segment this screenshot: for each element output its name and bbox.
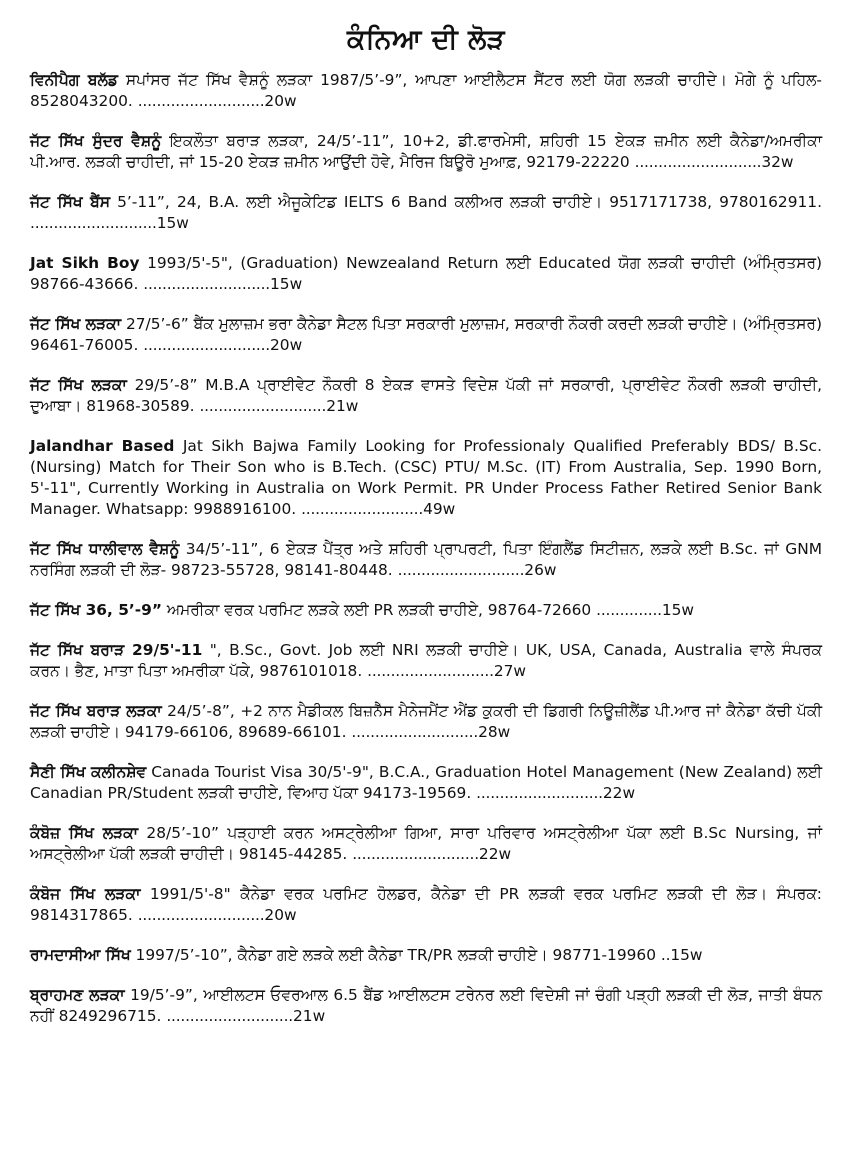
classified-ad (30, 701, 822, 743)
dot-leader: .. (660, 946, 671, 964)
ad-code (138, 92, 297, 110)
ad-body: 24/5’-8”, +2 ਨਾਨ ਮੈਡੀਕਲ ਬਿਜ਼ਨੈੱਸ ਮੈਨੇਜਮੈਂਟ ਐਂਡ ਕੁਕਰੀ ਦੀ ਡਿਗਰੀ ਨਿਊਜ਼ੀਲੈਂਡ ਪੀ.ਆਰ ਜਾਂ ਕੈਨੇਡਾ ਕੱਚੀ ਪੱਕੀ ਲੜਕੀ ਚਾਹੀਏ। 94179-66106, 89689-66101. (30, 702, 822, 741)
ad-body: 19/5’-9”, ਆਈਲਟਸ ਓਵਰਆਲ 6.5 ਬੈਂਡ ਆਈਲਟਸ ਟਰੇਨਰ ਲਈ ਵਿਦੇਸ਼ੀ ਜਾਂ ਚੰਗੀ ਪੜ੍ਹੀ ਲੜਕੀ ਦੀ ਲੋੜ, ਜਾਤੀ ਬੰਧਨ ਨਹੀਂ 8249296715. (30, 986, 822, 1025)
classified-ad (30, 945, 822, 966)
classified-ad (30, 600, 822, 621)
dot-leader: ........................... (397, 561, 525, 579)
ad-code-value: 27w (493, 662, 526, 680)
dot-leader: ........................... (137, 92, 265, 110)
ad-code (138, 906, 297, 924)
ad-heading: ਕੰਬੋਜ ਸਿੱਖ ਲੜਕਾ (30, 885, 141, 903)
ad-heading: ਜੱਟ ਸਿੱਖ ਲੜਕਾ (30, 376, 127, 394)
ad-code (143, 275, 302, 293)
dot-leader: ........................... (476, 784, 603, 802)
ad-code-value: 22w (602, 784, 636, 802)
ad-code-value: 28w (478, 723, 511, 741)
ad-code (367, 662, 526, 680)
ad-body: 1993/5'-5", (Graduation) Newzealand Return ਲਈ Educated ਯੋਗ ਲੜਕੀ ਚਾਹੀਦੀ (ਅੰਮ੍ਰਿਤਸਰ) 98766-43666. (30, 254, 822, 293)
ad-code-value: 20w (264, 906, 297, 924)
ad-code-value: 15w (156, 214, 189, 232)
classified-ad (30, 253, 822, 295)
ad-heading: ਕੰਬੋਜ਼ ਸਿੱਖ ਲੜਕਾ (30, 824, 139, 842)
ad-code-value: 21w (326, 397, 359, 415)
ad-code-value: 20w (269, 336, 303, 354)
ad-code (596, 601, 694, 619)
dot-leader: ........................... (137, 906, 265, 924)
ad-body: 1991/5'-8" ਕੈਨੇਡਾ ਵਰਕ ਪਰਮਿਟ ਹੋਲਡਰ, ਕੈਨੇਡਾ ਦੀ PR ਲੜਕੀ ਵਰਕ ਪਰਮਿਟ ਲੜਕੀ ਦੀ ਲੋੜ। ਸੰਪਰਕ: 9814317865. (30, 885, 822, 924)
classified-ad (30, 192, 822, 234)
ad-heading: ਜੱਟ ਸਿੱਖ ਸੁੰਦਰ ਵੈਸ਼ਨੂੰ (30, 132, 162, 150)
ad-body: ", B.Sc., Govt. Job ਲਈ NRI ਲੜਕੀ ਚਾਹੀਏ। UK, USA, Canada, Australia ਵਾਲੇ ਸੰਪਰਕ ਕਰਨ। ਭੈਣ, ਮਾਤਾ ਪਿਤਾ ਅਮਰੀਕਾ ਪੱਕੇ, 9876101018. (30, 641, 822, 680)
ad-code-value: 15w (269, 275, 303, 293)
ad-heading: ਜੱਟ ਸਿੱਖ 36, 5’-9” (30, 601, 162, 619)
ad-heading: ਬ੍ਰਾਹਮਣ ਲੜਕਾ (30, 986, 125, 1004)
dot-leader: ........................... (30, 214, 157, 232)
ad-body: 1997/5’-10”, ਕੈਨੇਡਾ ਗਏ ਲੜਕੇ ਲਈ ਕੈਨੇਡਾ TR/PR ਲੜਕੀ ਚਾਹੀਏ। 98771-19960 (135, 946, 657, 964)
classified-ad (30, 70, 822, 112)
ad-body: ਸਪਾਂਸਰ ਜੱਟ ਸਿੱਖ ਵੈਸ਼ਨੂੰ ਲੜਕਾ 1987/5’-9”, ਆਪਣਾ ਆਈਲੈਟਸ ਸੈਂਟਰ ਲਈ ਯੋਗ ਲੜਕੀ ਚਾਹੀਦੇ। ਮੋਗੇ ਨੂੰ ਪਹਿਲ- 8528043200. (30, 71, 822, 110)
ad-body: 5’-11”, 24, B.A. ਲਈ ਐਜੂਕੇਟਿਡ IELTS 6 Band ਕਲੀਅਰ ਲੜਕੀ ਚਾਹੀਏ। 9517171738, 9780162911. (117, 193, 822, 211)
ad-heading: ਰਾਮਦਾਸੀਆ ਸਿੱਖ (30, 946, 131, 964)
dot-leader: ........................... (143, 336, 270, 354)
ad-heading: ਜੱਟ ਸਿੱਖ ਧਾਲੀਵਾਲ ਵੈਸ਼ਨੂੰ (30, 540, 180, 558)
ad-code-value: 15w (670, 946, 703, 964)
ad-code (143, 336, 302, 354)
ad-heading: ਜੱਟ ਸਿੱਖ ਲੜਕਾ (30, 315, 122, 333)
classified-ad (30, 375, 822, 417)
ad-body: 28/5’-10” ਪੜ੍ਹਾਈ ਕਰਨ ਅਸਟ੍ਰੇਲੀਆ ਗਿਆ, ਸਾਰਾ ਪਰਿਵਾਰ ਅਸਟ੍ਰੇਲੀਆ ਪੱਕਾ ਲਈ B.Sc Nursing, ਜਾਂ ਅਸਟ੍ਰੇਲੀਆ ਪੱਕੀ ਲੜਕੀ ਚਾਹੀਦੀ। 98145-44285. (30, 824, 822, 863)
ad-body: Canada Tourist Visa 30/5'-9", B.C.A., Graduation Hotel Management (New Zealand) ਲਈ Canadian PR/Student ਲੜਕੀ ਚਾਹੀਏ, ਵਿਆਹ ਪੱਕਾ 94173-19569. (30, 763, 822, 802)
page-title: ਕੰਨਿਆ ਦੀ ਲੋੜ (346, 24, 506, 55)
dot-leader: .......................... (301, 500, 424, 518)
ads-list (30, 70, 822, 1027)
ad-body: 29/5’-8” M.B.A ਪ੍ਰਾਈਵੇਟ ਨੌਕਰੀ 8 ਏਕੜ ਵਾਸਤੇ ਵਿਦੇਸ਼ ਪੱਕੀ ਜਾਂ ਸਰਕਾਰੀ, ਪ੍ਰਾਈਵੇਟ ਨੌਕਰੀ ਲੜਕੀ ਚਾਹੀਦੀ, ਦੁਆਬਾ। 81968-30589. (30, 376, 822, 415)
dot-leader: .............. (596, 601, 662, 619)
ad-code-value: 32w (761, 153, 794, 171)
classified-ad (30, 436, 822, 520)
classified-ad (30, 131, 822, 173)
ad-code (635, 153, 794, 171)
dot-leader: ........................... (199, 397, 327, 415)
classified-ad (30, 823, 822, 865)
ad-code (301, 500, 455, 518)
ad-body: 34/5’-11”, 6 ਏਕੜ ਪੈਂਤ੍ਰ ਅਤੇ ਸ਼ਹਿਰੀ ਪ੍ਰਾਪਰਟੀ, ਪਿਤਾ ਇੰਗਲੈਂਡ ਸਿਟੀਜ਼ਨ, ਲੜਕੇ ਲਈ B.Sc. ਜਾਂ GNM ਨਰਸਿੰਗ ਲੜਕੀ ਦੀ ਲੋੜ- 98723-55728, 98141-80448. (30, 540, 822, 579)
dot-leader: ........................... (351, 723, 479, 741)
ad-code (352, 845, 511, 863)
ad-heading: Jat Sikh Boy (30, 254, 140, 272)
classified-ad (30, 640, 822, 682)
ad-body: 27/5’-6” ਬੈਂਕ ਮੁਲਾਜ਼ਮ ਭਰਾ ਕੈਨੇਡਾ ਸੈਟਲ ਪਿਤਾ ਸਰਕਾਰੀ ਮੁਲਾਜ਼ਮ, ਸਰਕਾਰੀ ਨੌਕਰੀ ਕਰਦੀ ਲੜਕੀ ਚਾਹੀਏ। (ਅੰਮ੍ਰਿਤਸਰ) 96461-76005. (30, 315, 822, 354)
ad-heading: ਜੱਟ ਸਿੱਖ ਬਰਾੜ ਲੜਕਾ (30, 702, 162, 720)
ad-body: Jat Sikh Bajwa Family Looking for Professionaly Qualified Preferably BDS/ B.Sc. (Nursing) Match for Their Son who is B.Tech. (CSC) PTU/ M.Sc. (IT) From Australia, Sep. 1990 Born, 5'-11", Currently Working in Australia on Work Permit. PR Under Process Father Retired Senior Bank Manager. Whatsapp: 9988916100. (30, 437, 822, 518)
ad-code (661, 946, 703, 964)
ad-code-value: 26w (524, 561, 557, 579)
classified-ad (30, 539, 822, 581)
ad-code (476, 784, 635, 802)
ad-code (199, 397, 358, 415)
dot-leader: ........................... (143, 275, 270, 293)
ad-body: ਅਮਰੀਕਾ ਵਰਕ ਪਰਮਿਟ ਲੜਕੇ ਲਈ PR ਲੜਕੀ ਚਾਹੀਏ, 98764-72660 (166, 601, 592, 619)
ad-heading: Jalandhar Based (30, 437, 175, 455)
dot-leader: ........................... (634, 153, 762, 171)
dot-leader: ........................... (367, 662, 494, 680)
classified-ad (30, 884, 822, 926)
dot-leader: ........................... (166, 1007, 294, 1025)
classified-ad (30, 762, 822, 804)
dot-leader: ........................... (352, 845, 479, 863)
ad-code-value: 20w (264, 92, 297, 110)
classified-ad (30, 314, 822, 356)
ad-body: ਇਕਲੌਤਾ ਬਰਾੜ ਲੜਕਾ, 24/5’-11”, 10+2, ਡੀ.ਫਾਰਮੇਸੀ, ਸ਼ਹਿਰੀ 15 ਏਕੜ ਜ਼ਮੀਨ ਲਈ ਕੈਨੇਡਾ/ਅਮਰੀਕਾ ਪੀ.ਆਰ. ਲੜਕੀ ਚਾਹੀਦੀ, ਜਾਂ 15-20 ਏਕੜ ਜ਼ਮੀਨ ਆਉਂਦੀ ਹੋਵੇ, ਮੈਰਿਜ ਬਿਊਰੋ ਮੁਆਫ਼, 92179-22220 (30, 132, 823, 171)
ad-code-value: 22w (478, 845, 512, 863)
ad-code (351, 723, 510, 741)
ad-code (166, 1007, 325, 1025)
ad-code (30, 214, 189, 232)
classified-ad (30, 985, 822, 1027)
ad-code (398, 561, 557, 579)
ad-heading: ਜੱਟ ਸਿੱਖ ਬੈਂਸ (30, 193, 110, 211)
ad-heading: ਸੈਣੀ ਸਿੱਖ ਕਲੀਨਸ਼ੇਵ (30, 763, 147, 781)
ad-heading: ਵਿਨੀਪੈਗ ਬਲੱਡ (30, 71, 118, 89)
ad-heading: ਜੱਟ ਸਿੱਖ ਬਰਾੜ 29/5'-11 (30, 641, 203, 659)
ad-code-value: 21w (293, 1007, 326, 1025)
ad-code-value: 49w (423, 500, 456, 518)
ad-code-value: 15w (661, 601, 695, 619)
